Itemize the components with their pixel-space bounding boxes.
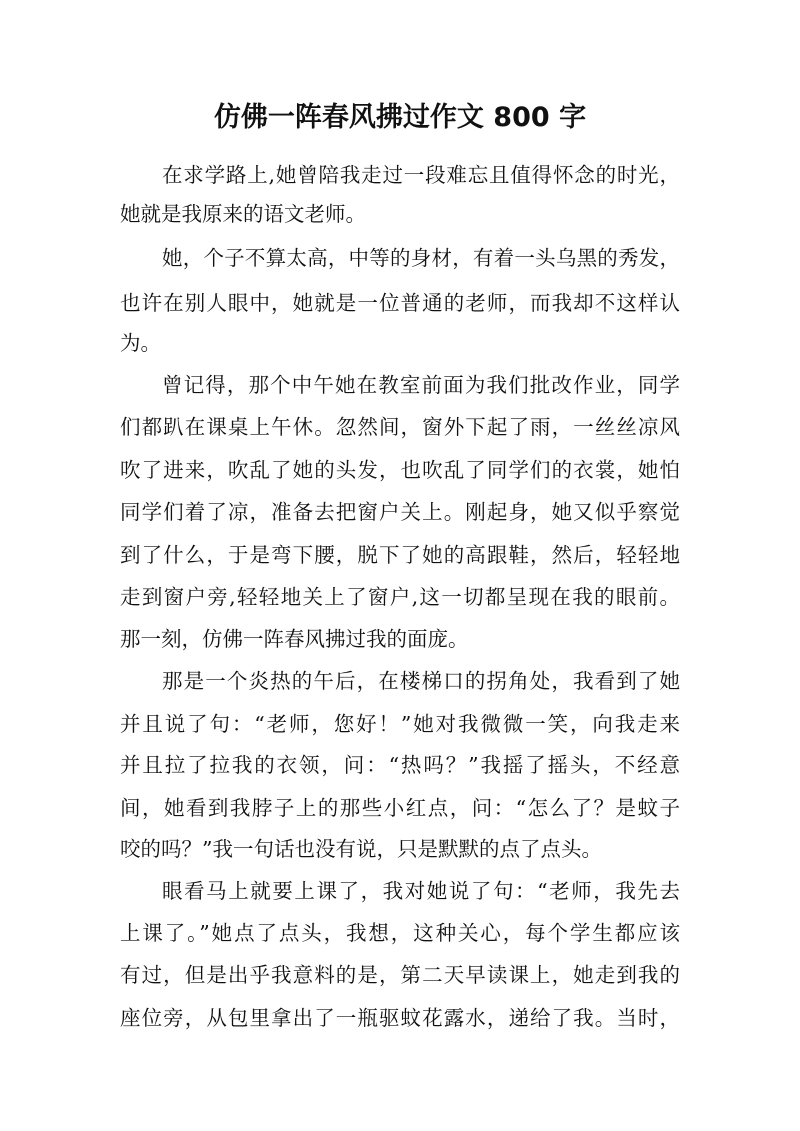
paragraph-line: 间，她看到我脖子上的那些小红点，问：“怎么了？是蚊子 [120,796,680,820]
paragraph-line: 她就是我原来的语文老师。 [120,202,366,226]
paragraph-line: 她，个子不算太高，中等的身材，有着一头乌黑的秀发， [162,246,680,270]
paragraph-line: 到了什么，于是弯下腰，脱下了她的高跟鞋，然后，轻轻地 [120,543,680,567]
paragraph-line: 在求学路上,她曾陪我走过一段难忘且值得怀念的时光， [162,163,680,187]
paragraph-line: 吹了进来，吹乱了她的头发，也吹乱了同学们的衣裳，她怕 [120,458,680,482]
paragraph-line: 并且拉了拉我的衣领，问：“热吗？”我摇了摇头，不经意 [120,753,680,777]
paragraph-line: 同学们着了凉，准备去把窗户关上。刚起身，她又似乎察觉 [120,500,680,524]
paragraph-line: 咬的吗？”我一句话也没有说，只是默默的点了点头。 [120,837,602,861]
paragraph-line: 并且说了句：“老师，您好！”她对我微微一笑，向我走来 [120,712,680,736]
paragraph-line: 曾记得，那个中午她在教室前面为我们批改作业，同学 [162,373,680,397]
paragraph-line: 眼看马上就要上课了，我对她说了句：“老师，我先去 [162,879,680,903]
paragraph-line: 有过，但是出乎我意料的是，第二天早读课上，她走到我的 [120,963,680,987]
paragraph-line: 上课了。”她点了点头，我想，这种关心，每个学生都应该 [120,921,680,945]
paragraph-line: 也许在别人眼中，她就是一位普通的老师，而我却不这样认 [120,291,680,315]
paragraph-line: 为。 [120,331,161,355]
paragraph-line: 走到窗户旁,轻轻地关上了窗户,这一切都呈现在我的眼前。 [120,585,680,609]
paragraph-line: 座位旁，从包里拿出了一瓶驱蚊花露水，递给了我。当时， [120,1006,680,1030]
document-title: 仿佛一阵春风拂过作文 800 字 [213,102,587,133]
paragraph-line: 那是一个炎热的午后，在楼梯口的拐角处，我看到了她 [162,669,680,693]
paragraph-line: 那一刻，仿佛一阵春风拂过我的面庞。 [120,627,469,651]
paragraph-line: 们都趴在课桌上午休。忽然间，窗外下起了雨，一丝丝凉风 [120,415,680,439]
